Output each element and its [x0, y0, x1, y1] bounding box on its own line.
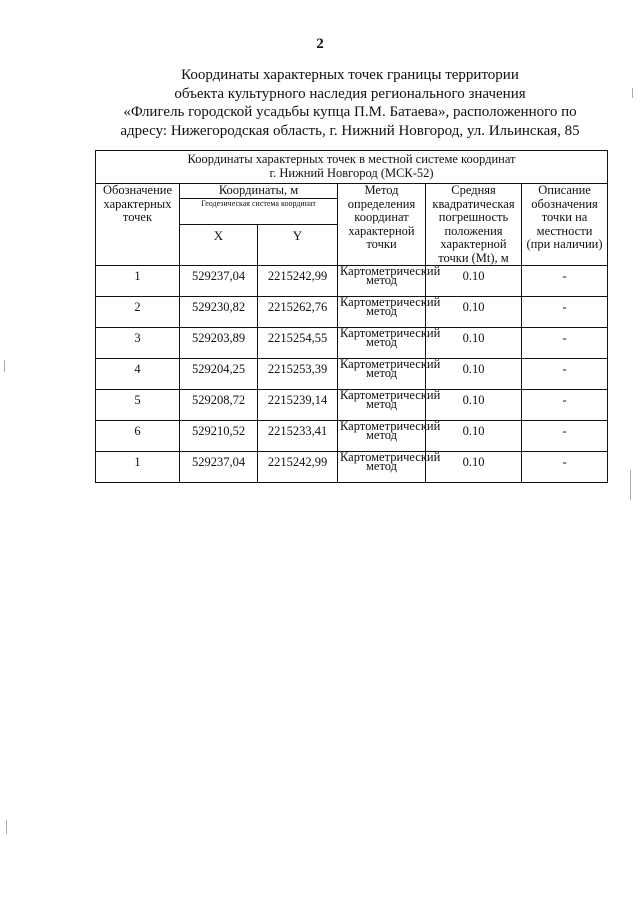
x-cell: 529208,72 [180, 390, 258, 421]
table-row [96, 452, 608, 483]
title-line-2: объекта культурного наследия регионального значения [174, 85, 526, 102]
header-description: Описание обозначения точки на местности (при наличии) [522, 184, 608, 266]
description-cell: - [522, 328, 608, 359]
method-cell: Картометрический метод [338, 452, 426, 483]
scan-speck [630, 470, 631, 500]
y-cell: 2215242,99 [258, 452, 338, 483]
method-cell: Картометрический метод [338, 297, 426, 328]
page-number: 2 [316, 36, 324, 52]
point-cell: 3 [96, 328, 180, 359]
header-x: X [180, 225, 258, 266]
document-title [40, 66, 640, 140]
x-cell: 529237,04 [180, 452, 258, 483]
method-cell: Картометрический метод [338, 266, 426, 297]
table-caption [96, 151, 608, 184]
table-row [96, 266, 608, 297]
header-coordinates: Координаты, м [180, 184, 338, 199]
header-method: Метод определения координат характерной точки [338, 184, 426, 266]
x-cell: 529204,25 [180, 359, 258, 390]
x-cell: 529230,82 [180, 297, 258, 328]
error-cell: 0.10 [426, 421, 522, 452]
table-row [96, 359, 608, 390]
error-cell: 0.10 [426, 390, 522, 421]
method-cell: Картометрический метод [338, 390, 426, 421]
x-cell: 529237,04 [180, 266, 258, 297]
point-cell: 1 [96, 452, 180, 483]
error-cell: 0.10 [426, 359, 522, 390]
method-cell: Картометрический метод [338, 359, 426, 390]
table-row [96, 328, 608, 359]
error-cell: 0.10 [426, 266, 522, 297]
error-cell: 0.10 [426, 297, 522, 328]
table-row [96, 390, 608, 421]
method-cell: Картометрический метод [338, 421, 426, 452]
error-cell: 0.10 [426, 328, 522, 359]
y-cell: 2215253,39 [258, 359, 338, 390]
y-cell: 2215233,41 [258, 421, 338, 452]
description-cell: - [522, 359, 608, 390]
title-line-3: «Флигель городской усадьбы купца П.М. Батаева», расположенного по [123, 104, 577, 120]
header-error: Средняя квадратическая погрешность положения характерной точки (Mt), м [426, 184, 522, 266]
header-y: Y [258, 225, 338, 266]
point-cell: 5 [96, 390, 180, 421]
y-cell: 2215262,76 [258, 297, 338, 328]
header-geodetic-system: Геодезическая система координат [180, 199, 338, 225]
point-cell: 6 [96, 421, 180, 452]
coordinates-table [95, 150, 608, 483]
scan-speck [4, 360, 5, 372]
table-caption-line-2: г. Нижний Новгород (МСК-52) [269, 165, 434, 180]
table-row [96, 421, 608, 452]
description-cell: - [522, 452, 608, 483]
title-line-4: адресу: Нижегородская область, г. Нижний Новгород, ул. Ильинская, 85 [120, 122, 580, 139]
x-cell: 529210,52 [180, 421, 258, 452]
error-cell: 0.10 [426, 452, 522, 483]
y-cell: 2215254,55 [258, 328, 338, 359]
y-cell: 2215242,99 [258, 266, 338, 297]
y-cell: 2215239,14 [258, 390, 338, 421]
table-body [96, 151, 608, 483]
point-cell: 4 [96, 359, 180, 390]
point-cell: 1 [96, 266, 180, 297]
header-designation: Обозначение характерных точек [96, 184, 180, 266]
description-cell: - [522, 421, 608, 452]
x-cell: 529203,89 [180, 328, 258, 359]
scan-speck [6, 820, 7, 834]
description-cell: - [522, 297, 608, 328]
table-caption-line-1: Координаты характерных точек в местной системе координат [187, 152, 516, 166]
title-line-1: Координаты характерных точек границы территории [181, 67, 519, 83]
scan-speck [632, 88, 633, 98]
description-cell: - [522, 266, 608, 297]
method-cell: Картометрический метод [338, 328, 426, 359]
point-cell: 2 [96, 297, 180, 328]
table-row [96, 297, 608, 328]
description-cell: - [522, 390, 608, 421]
